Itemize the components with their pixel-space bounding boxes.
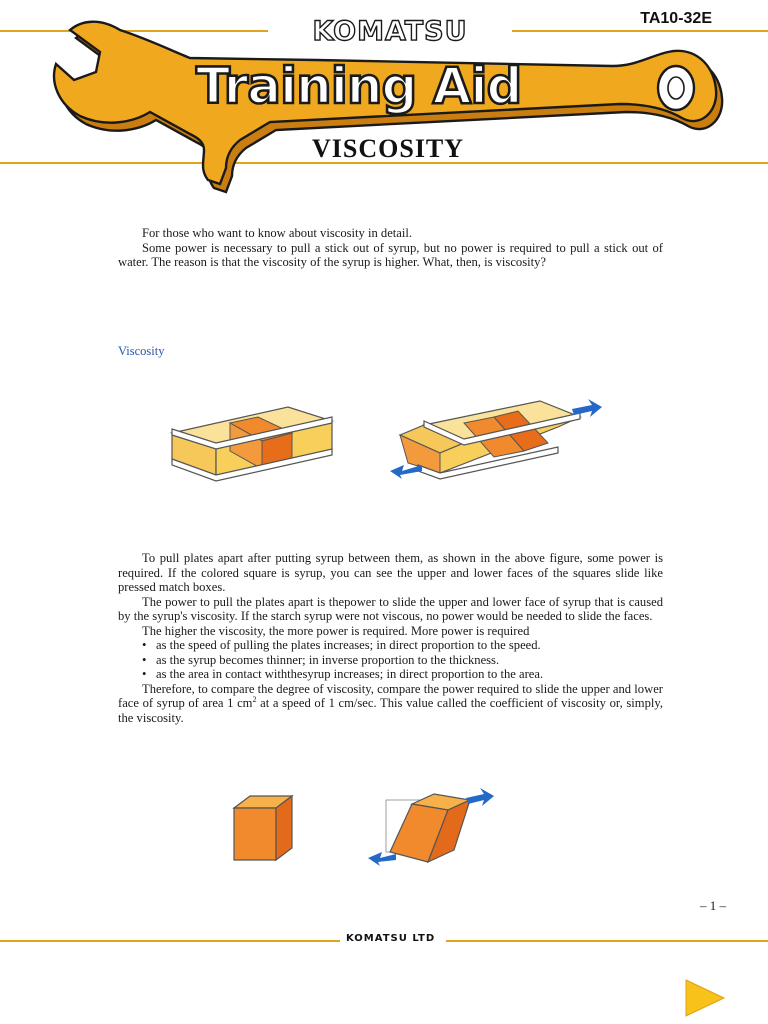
body-paragraph-4 <box>118 682 663 726</box>
bullet-text: as the area in contact withthesyrup increases; in direct proportion to the area. <box>156 667 544 681</box>
intro-line-2: Some power is necessary to pull a stick out of syrup, but no power is required to pull a stick out of water. The reason is that the viscosity of the syrup is higher. What, then, is viscosity? <box>118 240 663 269</box>
body-block <box>118 551 663 725</box>
body-paragraph-4b: at a speed of 1 cm/sec. This value called the coefficient of viscosity or, simply, the viscosity. <box>118 696 664 725</box>
intro-line-1: For those who want to know about viscosity in detail. <box>142 226 413 240</box>
footer-company: KOMATSU LTD <box>340 933 441 944</box>
bullet-text: as the syrup becomes thinner; in inverse proportion to the thickness. <box>156 652 500 667</box>
body-paragraph-2: The power to pull the plates apart is thepower to slide the upper and lower face of syrup that is caused by the syrup's viscosity. If the starch syrup were not viscous, no power would be needed to slide the faces. <box>118 594 663 623</box>
bullet-glyph: • <box>142 638 147 652</box>
plates-figure-icon <box>168 395 618 495</box>
cube-at-rest <box>234 796 292 860</box>
footer-rule-left <box>0 940 340 942</box>
superscript-2: 2 <box>252 694 257 704</box>
brand-logo: KOMATSU <box>268 16 512 46</box>
body-paragraph-4a: Therefore, to compare the degree of viscosity, compare the power required to slide the upper and lower face of syrup of area 1 cm <box>118 681 663 710</box>
section-heading: Viscosity <box>118 344 165 358</box>
next-page-arrow-icon[interactable] <box>684 978 726 1018</box>
wrench-ring <box>658 66 694 110</box>
bullet-glyph: • <box>142 652 147 667</box>
bullet-item <box>118 667 663 682</box>
bullet-text: as the speed of pulling the plates increases; in direct proportion to the speed. <box>156 638 541 652</box>
plates-at-rest <box>172 407 332 481</box>
document-code: TA10-32E <box>640 10 712 27</box>
bullet-item <box>118 653 663 668</box>
document-subject: VISCOSITY <box>312 134 465 163</box>
bullet-item <box>118 638 663 653</box>
body-paragraph-1: To pull plates apart after putting syrup between them, as shown in the above figure, some power is required. If the colored square is syrup, you can see the upper and lower faces of the squares slide like pressed match boxes. <box>118 551 663 594</box>
body-paragraph-3: The higher the viscosity, the more power is required. More power is required <box>142 623 530 638</box>
intro-block <box>118 226 663 270</box>
footer-rule-right <box>446 940 768 942</box>
plates-sliding <box>390 399 602 479</box>
page-title: Training Aid <box>196 57 522 115</box>
cube-sheared <box>368 788 494 866</box>
cube-figure-icon <box>228 788 508 868</box>
page-number: – 1 – <box>700 898 726 913</box>
bullet-glyph: • <box>142 667 147 681</box>
